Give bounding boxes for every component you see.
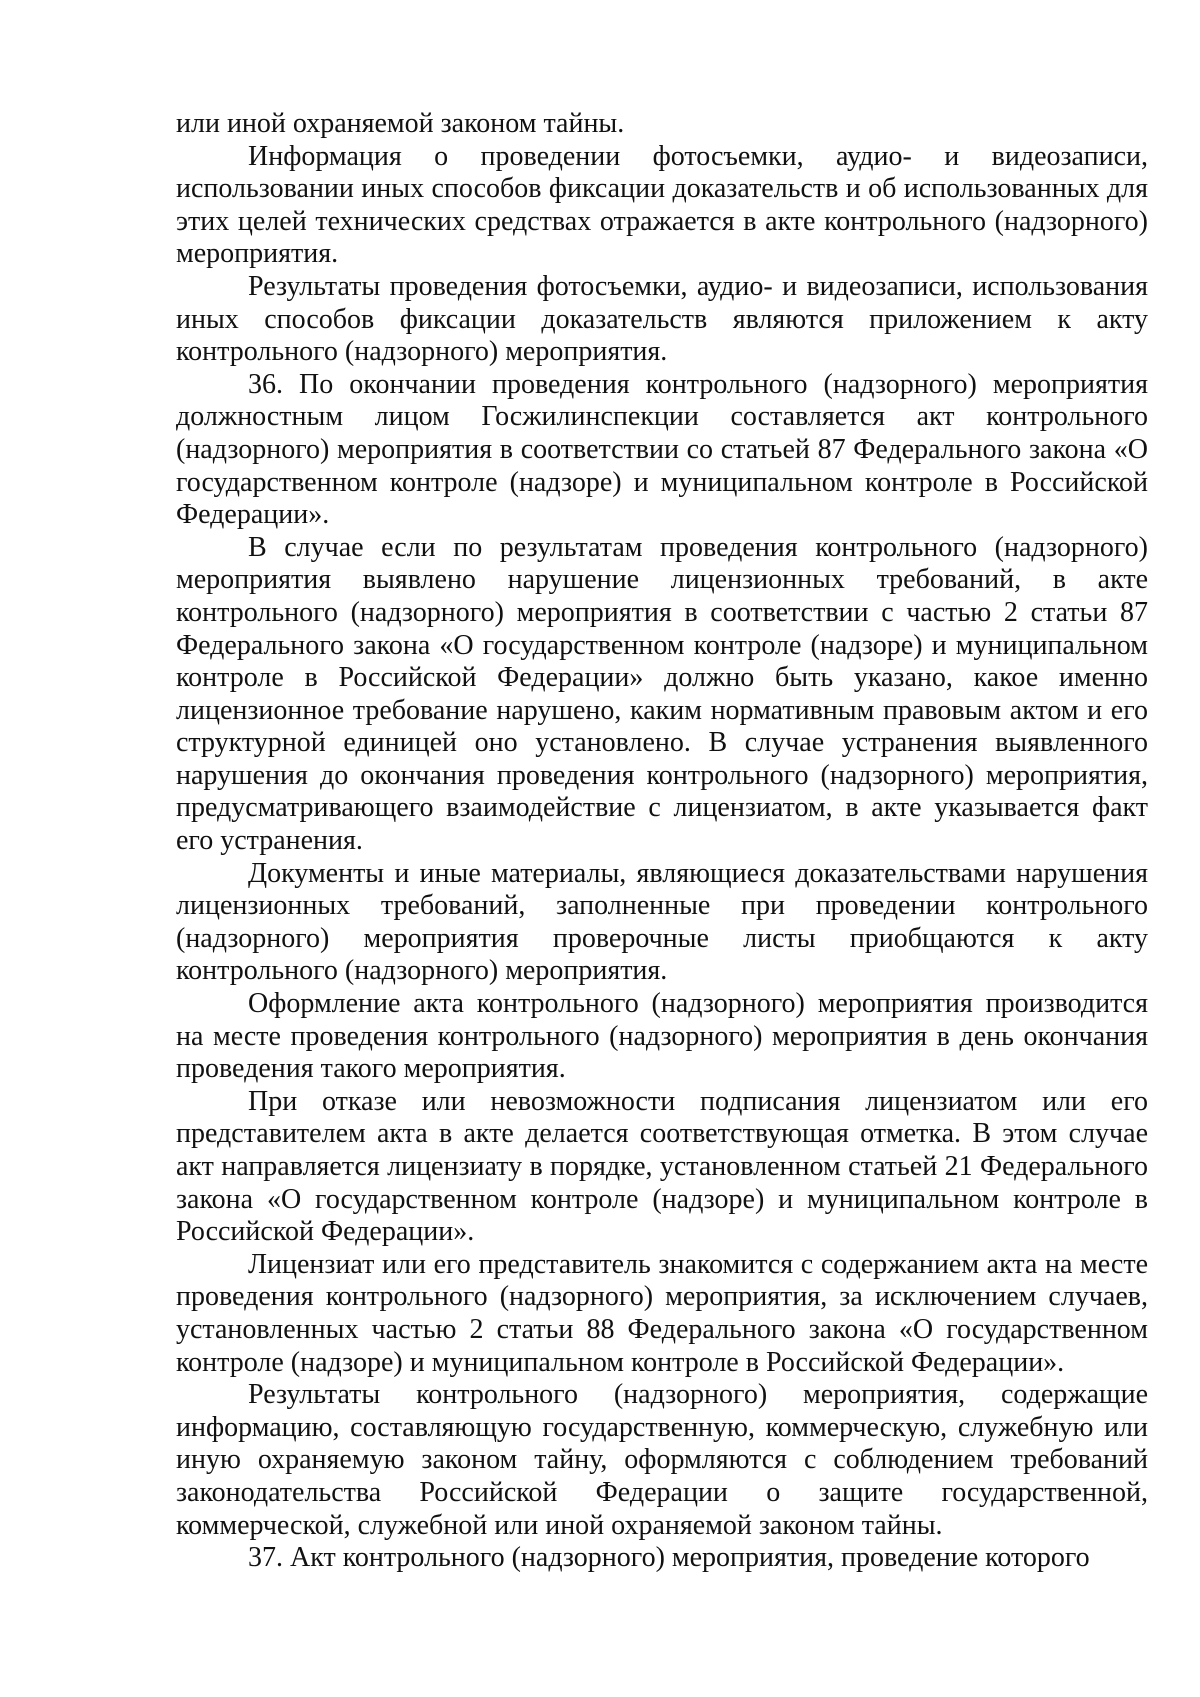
- paragraph-refusal: При отказе или невозможности подписания лицензиатом или его представителем акта в акте делается соответствующая отметка. В этом случае акт направляется лицензиату в порядке, установленном статьей 21 Федерального закона «О государственном контроле (надзоре) и муниципальном контроле в Российской Федерации».: [176, 1085, 1148, 1248]
- paragraph-photo-results: Результаты проведения фотосъемки, аудио- и видеозаписи, использования иных способов фиксации доказательств являются приложением к акту контрольного (надзорного) мероприятия.: [176, 270, 1148, 368]
- paragraph-continuation: или иной охраняемой законом тайны.: [176, 108, 625, 139]
- paragraph-act-execution: Оформление акта контрольного (надзорного) мероприятия производится на месте проведения контрольного (надзорного) мероприятия в день окончания проведения такого мероприятия.: [176, 988, 1148, 1085]
- paragraph-item-36: 36. По окончании проведения контрольного (надзорного) мероприятия должностным лицом Госжилинспекции составляется акт контрольного (надзорного) мероприятия в соответствии со статьей 87 Федерального закона «О государственном контроле (надзоре) и муниципальном контроле в Российской Федерации».: [176, 368, 1148, 531]
- paragraph-documents: Документы и иные материалы, являющиеся доказательствами нарушения лицензионных требований, заполненные при проведении контрольного (надзорного) мероприятия проверочные листы приобщаются к акту контрольного (надзорного) мероприятия.: [176, 857, 1148, 987]
- paragraph-item-37: 37. Акт контрольного (надзорного) мероприятия, проведение которого: [248, 1542, 1090, 1574]
- paragraph-photo-info: Информация о проведении фотосъемки, аудио- и видеозаписи, использовании иных способов фиксации доказательств и об использованных для этих целей технических средствах отражается в акте контрольного (надзорного) мероприятия.: [176, 140, 1148, 270]
- paragraph-violation-case: В случае если по результатам проведения контрольного (надзорного) мероприятия выявлено нарушение лицензионных требований, в акте контрольного (надзорного) мероприятия в соответствии с частью 2 статьи 87 Федерального закона «О государственном контроле (надзоре) и муниципальном контроле в Российской Федерации» должно быть указано, какое именно лицензионное требование нарушено, каким нормативным правовым актом и его структурной единицей оно установлено. В случае устранения выявленного нарушения до окончания проведения контрольного (надзорного) мероприятия, предусматривающего взаимодействие с лицензиатом, в акте указывается факт его устранения.: [176, 531, 1148, 857]
- document-page: [176, 108, 1148, 1575]
- paragraph-familiarization: Лицензиат или его представитель знакомится с содержанием акта на месте проведения контрольного (надзорного) мероприятия, за исключением случаев, установленных частью 2 статьи 88 Федерального закона «О государственном контроле (надзоре) и муниципальном контроле в Российской Федерации».: [176, 1248, 1148, 1378]
- paragraph-secret-results: Результаты контрольного (надзорного) мероприятия, содержащие информацию, составляющую государственную, коммерческую, служебную или иную охраняемую законом тайну, оформляются с соблюдением требований законодательства Российской Федерации о защите государственной, коммерческой, служебной или иной охраняемой законом тайны.: [176, 1379, 1148, 1541]
